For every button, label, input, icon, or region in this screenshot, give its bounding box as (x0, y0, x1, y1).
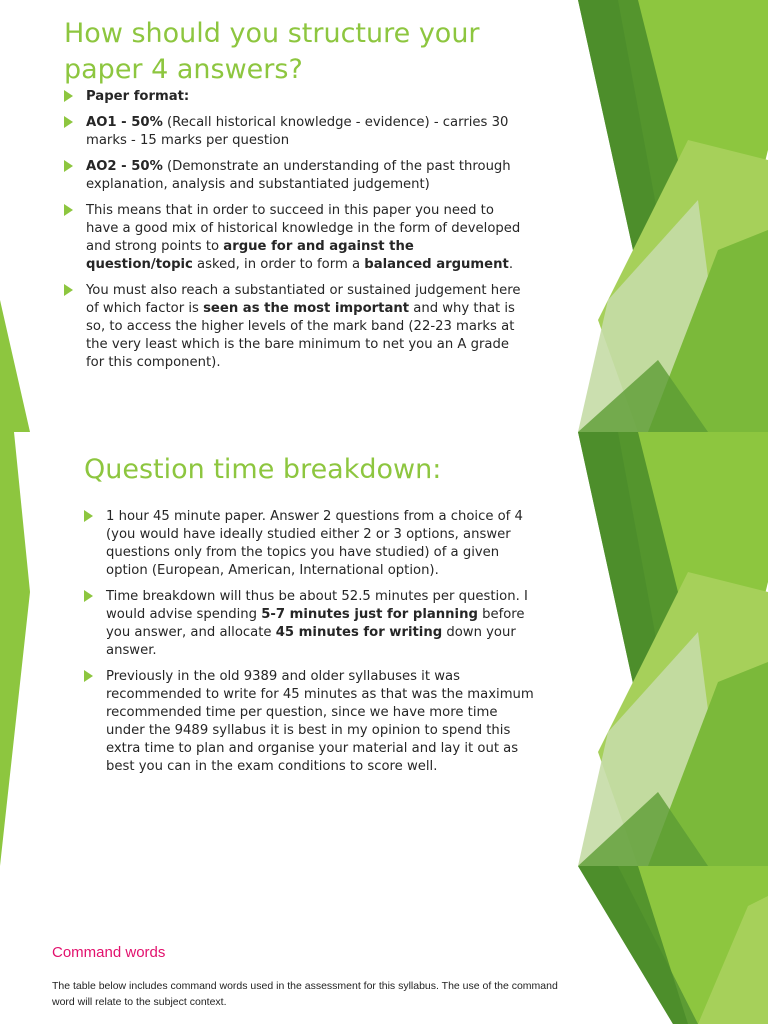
text: Time breakdown will thus be about 52.5 minutes per question. I would advise spending (106, 589, 528, 622)
bold-text: 5-7 minutes just for planning (261, 607, 478, 622)
bold-text: balanced argument (364, 257, 509, 272)
green-facet-decoration (578, 866, 768, 1024)
left-green-sliver (0, 300, 30, 432)
bold-text: AO1 - 50% (86, 115, 163, 130)
bullet-item (64, 114, 524, 150)
bullet-arrow-icon (84, 670, 93, 682)
bold-text: seen as the most important (203, 301, 410, 316)
slide-title: Question time breakdown: (84, 454, 442, 485)
bold-text: Paper format: (86, 89, 190, 104)
green-facet-decoration (578, 432, 768, 866)
bullet-arrow-icon (64, 160, 73, 172)
bullet-arrow-icon (64, 90, 73, 102)
slide-question-time (0, 432, 768, 866)
text: 1 hour 45 minute paper. Answer 2 questions from a choice of 4 (you would have ideally studied either 2 or 3 options, answer questions only from the topics you have studied) of a given option (European, American, International option). (106, 509, 523, 578)
bullet-arrow-icon (64, 284, 73, 296)
bullet-item (84, 588, 534, 660)
bullet-arrow-icon (64, 116, 73, 128)
command-words-text: The table below includes command words used in the assessment for this syllabus. The use of the command word will relate to the subject context. (52, 980, 558, 1008)
command-words-heading: Command words (52, 944, 166, 961)
green-facet-decoration (578, 0, 768, 432)
bullet-item (84, 668, 534, 776)
slide-title: How should you structure your paper 4 answers? (64, 18, 480, 85)
left-green-sliver (0, 432, 30, 866)
text: Previously in the old 9389 and older syllabuses it was recommended to write for 45 minutes as that was the maximum recommended time per question, since we have more time under the 9489 syllabus it is best in my opinion to spend this extra time to plan and organise your material and lay it out as best you can in the exam conditions to score well. (106, 669, 534, 774)
bullet-arrow-icon (84, 590, 93, 602)
text: down your answer. (106, 625, 516, 658)
bullet-arrow-icon (64, 204, 73, 216)
text: asked, in order to form a (192, 257, 365, 272)
bold-text: AO2 - 50% (86, 159, 163, 174)
text: You must also reach a substantiated or sustained judgement here of which factor is (86, 283, 521, 316)
text: . (508, 257, 514, 272)
bullet-item (64, 282, 524, 372)
bullet-item (64, 158, 524, 194)
text: This means that in order to succeed in this paper you need to have a good mix of historical knowledge in the form of developed and strong points to (86, 203, 521, 254)
text: and why that is so, to access the higher levels of the mark band (22-23 marks at the very least which is the bare minimum to net you an A grade for this component). (86, 301, 515, 370)
bullet-list (84, 508, 534, 784)
slide-structure-answers (0, 0, 768, 432)
text: before you answer, and allocate (106, 607, 525, 640)
text: (Demonstrate an understanding of the past through explanation, analysis and substantiated judgement) (86, 159, 511, 192)
bullet-list (64, 88, 524, 380)
bullet-arrow-icon (84, 510, 93, 522)
bullet-item (64, 202, 524, 274)
bullet-item (84, 508, 534, 580)
text: (Recall historical knowledge - evidence) - carries 30 marks - 15 marks per question (86, 115, 509, 148)
bullet-item (64, 88, 524, 106)
bold-text: 45 minutes for writing (275, 625, 443, 640)
slide-command-words (0, 866, 768, 1024)
bold-text: argue for and against the question/topic (86, 239, 414, 272)
